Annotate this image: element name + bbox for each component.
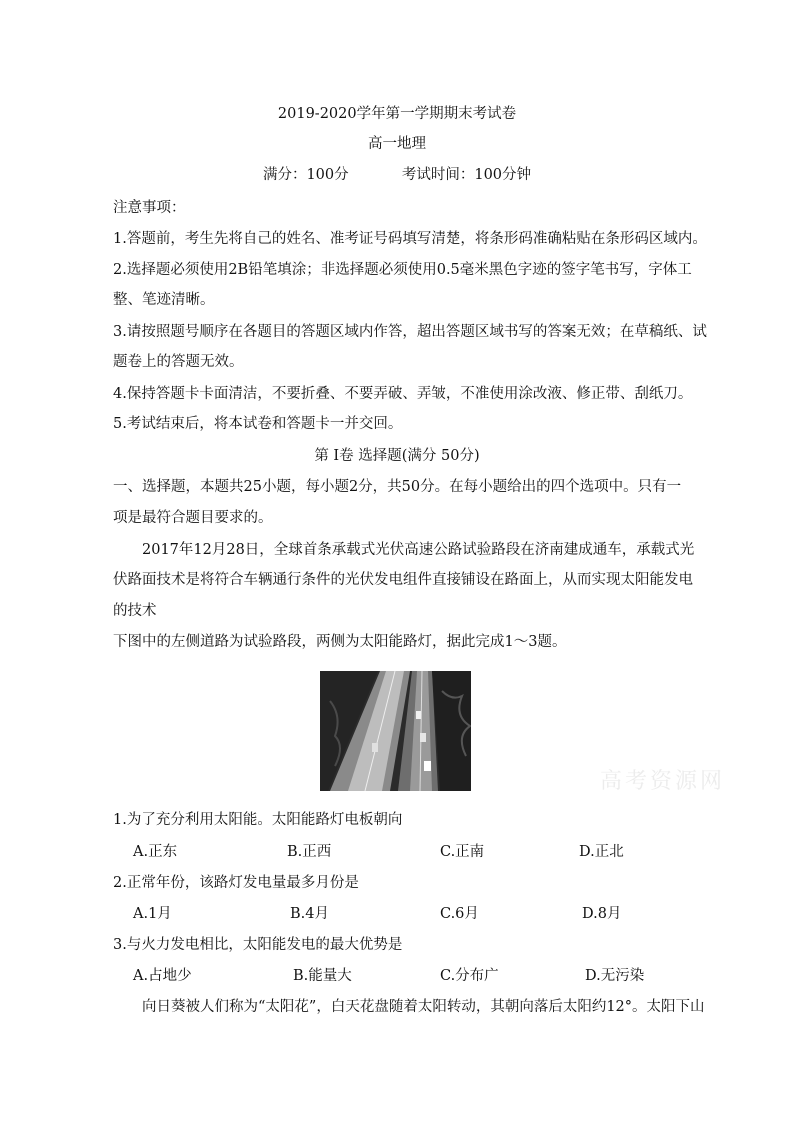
full-score: 满分：100分 <box>262 167 349 183</box>
option: D.8月 <box>582 906 622 922</box>
option: C.分布广 <box>440 968 499 984</box>
exam-subject: 高一地理 <box>368 136 426 152</box>
notice-line: 题卷上的答题无效。 <box>113 354 244 370</box>
notice-line: 1.答题前，考生先将自己的姓名、准考证号码填写清楚，将条形码准确粘贴在条形码区域内。 <box>113 231 707 247</box>
option: B.正西 <box>287 844 332 860</box>
passage-line: 向日葵被人们称为“太阳花”，白天花盘随着太阳转动，其朝向落后太阳约12°。太阳下山 <box>142 999 705 1015</box>
passage-line: 伏路面技术是将符合车辆通行条件的光伏发电组件直接铺设在路面上，从而实现太阳能发电 <box>113 572 693 588</box>
passage-line: 2017年12月28日，全球首条承载式光伏高速公路试验路段在济南建成通车，承载式光 <box>142 542 695 558</box>
exam-title: 2019-2020学年第一学期期末考试卷 <box>277 106 517 122</box>
notice-heading: 注意事项： <box>113 200 186 216</box>
section-title: 第 I卷 选择题(满分 50分) <box>314 448 480 464</box>
section-intro: 一、选择题，本题共25小题，每小题2分，共50分。在每小题给出的四个选项中。只有一 <box>113 479 682 495</box>
option: B.4月 <box>290 906 329 922</box>
question-stem: 3.与火力发电相比，太阳能发电的最大优势是 <box>113 937 403 953</box>
highway-photo <box>320 671 471 791</box>
exam-time: 考试时间：100分钟 <box>401 167 532 183</box>
passage-line: 下图中的左侧道路为试验路段，两侧为太阳能路灯，据此完成1～3题。 <box>113 634 567 650</box>
option: C.6月 <box>440 906 479 922</box>
option: B.能量大 <box>293 968 352 984</box>
option: D.正北 <box>579 844 624 860</box>
notice-line: 3.请按照题号顺序在各题目的答题区域内作答，超出答题区域书写的答案无效；在草稿纸、试 <box>113 324 707 340</box>
question-stem: 2.正常年份，该路灯发电量最多月份是 <box>113 875 359 891</box>
section-intro: 项是最符合题目要求的。 <box>113 510 273 526</box>
notice-line: 5.考试结束后，将本试卷和答题卡一并交回。 <box>113 416 403 432</box>
option: A.正东 <box>133 844 178 860</box>
notice-line: 整、笔迹清晰。 <box>113 292 215 308</box>
notice-line: 2.选择题必须使用2B铅笔填涂；非选择题必须使用0.5毫米黑色字迹的签字笔书写，字体工 <box>113 262 692 278</box>
exam-meta <box>0 165 794 185</box>
option: A.占地少 <box>133 968 192 984</box>
watermark: 高考资源网 <box>600 769 726 794</box>
passage-line: 的技术 <box>113 603 157 619</box>
option: C.正南 <box>440 844 485 860</box>
notice-line: 4.保持答题卡卡面清洁，不要折叠、不要弄破、弄皱，不准使用涂改液、修正带、刮纸刀。 <box>113 386 693 402</box>
question-stem: 1.为了充分利用太阳能。太阳能路灯电板朝向 <box>113 812 403 828</box>
option: D.无污染 <box>585 968 645 984</box>
option: A.1月 <box>133 906 172 922</box>
